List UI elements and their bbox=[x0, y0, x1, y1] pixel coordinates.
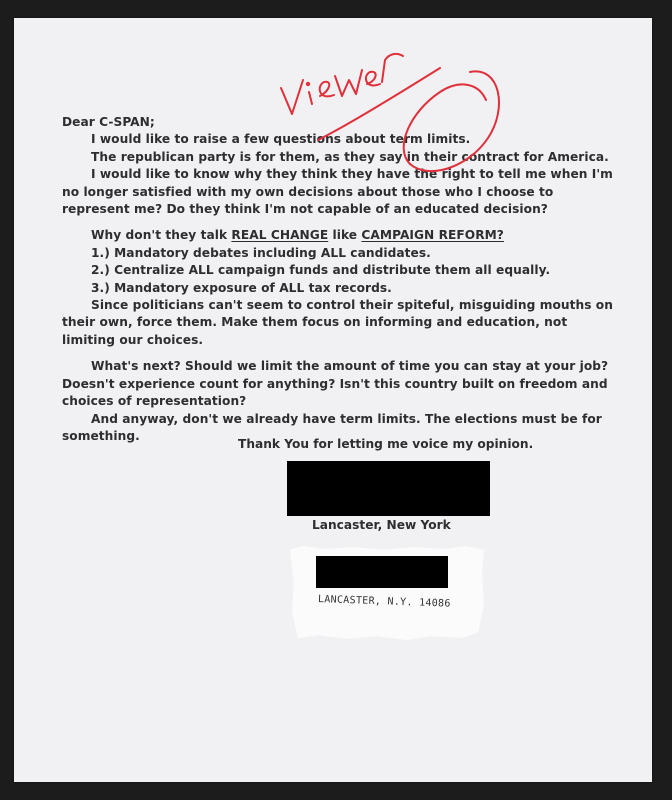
paragraph-3-line-2: no longer satisfied with my own decisions about those who I choose to bbox=[62, 184, 554, 199]
redacted-signature bbox=[287, 461, 490, 516]
redacted-address bbox=[316, 556, 448, 588]
paragraph-4-line-3: limiting our choices. bbox=[62, 332, 204, 347]
paragraph-1: I would like to raise a few questions about term limits. bbox=[91, 132, 471, 147]
paragraph-3-line-1: I would like to know why they think they have the right to tell me when I'm bbox=[91, 167, 613, 182]
paragraph-2: The republican party is for them, as they say in their contract for America. bbox=[91, 149, 609, 164]
paragraph-3-line-3: represent me? Do they think I'm not capable of an educated decision? bbox=[62, 202, 548, 217]
campaign-reform-term: CAMPAIGN REFORM? bbox=[361, 228, 504, 243]
question-mid: like bbox=[328, 228, 362, 243]
paragraph-6-line-2: something. bbox=[62, 428, 140, 443]
list-item-2: 2.) Centralize ALL campaign funds and distribute them all equally. bbox=[91, 263, 551, 278]
paragraph-4-line-2: their own, force them. Make them focus on informing and education, not bbox=[62, 315, 568, 330]
paragraph-5-line-2: Doesn't experience count for anything? Isn't this country built on freedom and bbox=[62, 376, 608, 391]
list-item-3: 3.) Mandatory exposure of ALL tax records. bbox=[91, 280, 392, 295]
handwritten-address: LANCASTER, N.Y. 14086 bbox=[317, 594, 451, 610]
closing-line: Thank You for letting me voice my opinion. bbox=[238, 437, 534, 451]
real-change-term: REAL CHANGE bbox=[231, 228, 329, 243]
reform-question bbox=[62, 227, 622, 244]
list-item-1: 1.) Mandatory debates including ALL candidates. bbox=[91, 245, 431, 260]
paragraph-4-line-1: Since politicians can't seem to control their spiteful, misguiding mouths on bbox=[91, 298, 613, 313]
salutation: Dear C-SPAN; bbox=[62, 115, 155, 129]
sender-city: Lancaster, New York bbox=[312, 518, 451, 532]
question-prefix: Why don't they talk bbox=[91, 228, 232, 243]
letter-body bbox=[62, 114, 622, 445]
paragraph-6-line-1: And anyway, don't we already have term limits. The elections must be for bbox=[91, 411, 602, 426]
paragraph-5-line-1: What's next? Should we limit the amount of time you can stay at your job? bbox=[91, 359, 609, 374]
paragraph-5-line-3: choices of representation? bbox=[62, 394, 247, 409]
